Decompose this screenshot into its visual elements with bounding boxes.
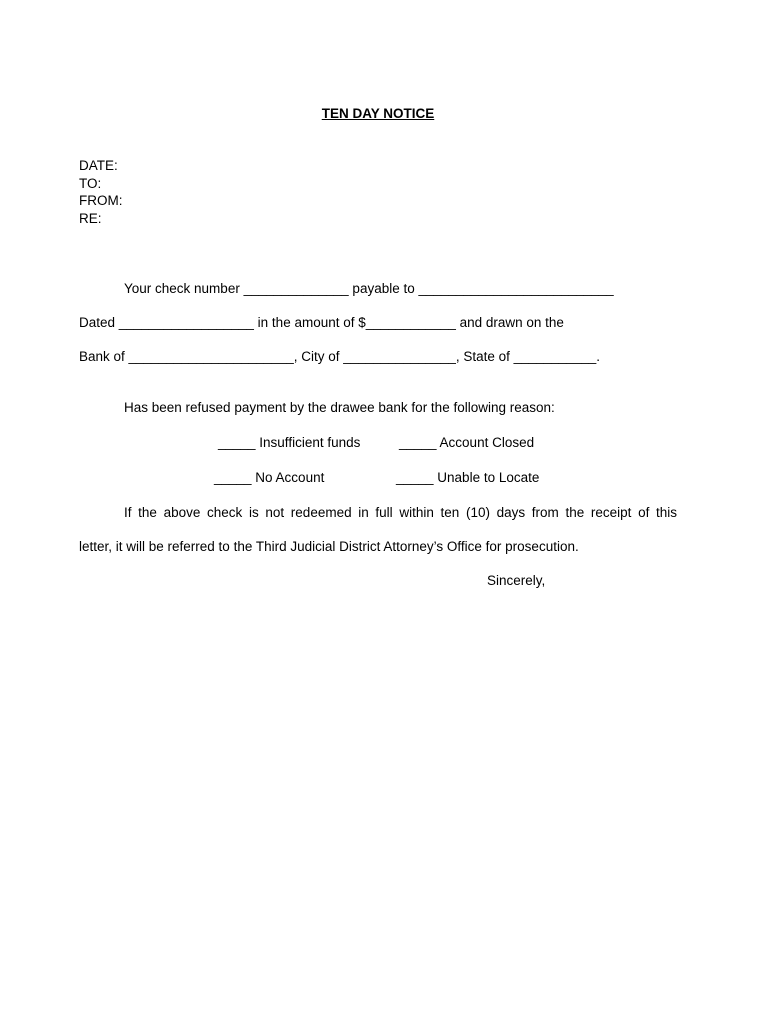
dated-amount-line: Dated __________________ in the amount of $____________ and drawn on the [79, 315, 564, 330]
reason-unable-to-locate: _____ Unable to Locate [396, 470, 540, 485]
check-number-line: Your check number ______________ payable to __________________________ [124, 281, 614, 296]
closing-paragraph-line1: If the above check is not redeemed in full within ten (10) days from the receipt of this [124, 505, 677, 520]
bank-location-line: Bank of ______________________, City of _______________, State of ___________. [79, 349, 600, 364]
closing-paragraph-line2: letter, it will be referred to the Third Judicial District Attorney’s Office for prosecution. [79, 539, 579, 554]
re-label: RE: [79, 211, 102, 226]
document-title: TEN DAY NOTICE [321, 106, 435, 121]
reason-account-closed: _____ Account Closed [399, 435, 535, 450]
from-label: FROM: [79, 193, 123, 208]
signoff: Sincerely, [487, 573, 546, 588]
reason-no-account: _____ No Account [214, 470, 325, 485]
to-label: TO: [79, 176, 102, 191]
refusal-statement: Has been refused payment by the drawee bank for the following reason: [124, 400, 555, 415]
date-label: DATE: [79, 158, 118, 173]
reason-insufficient-funds: _____ Insufficient funds [218, 435, 361, 450]
